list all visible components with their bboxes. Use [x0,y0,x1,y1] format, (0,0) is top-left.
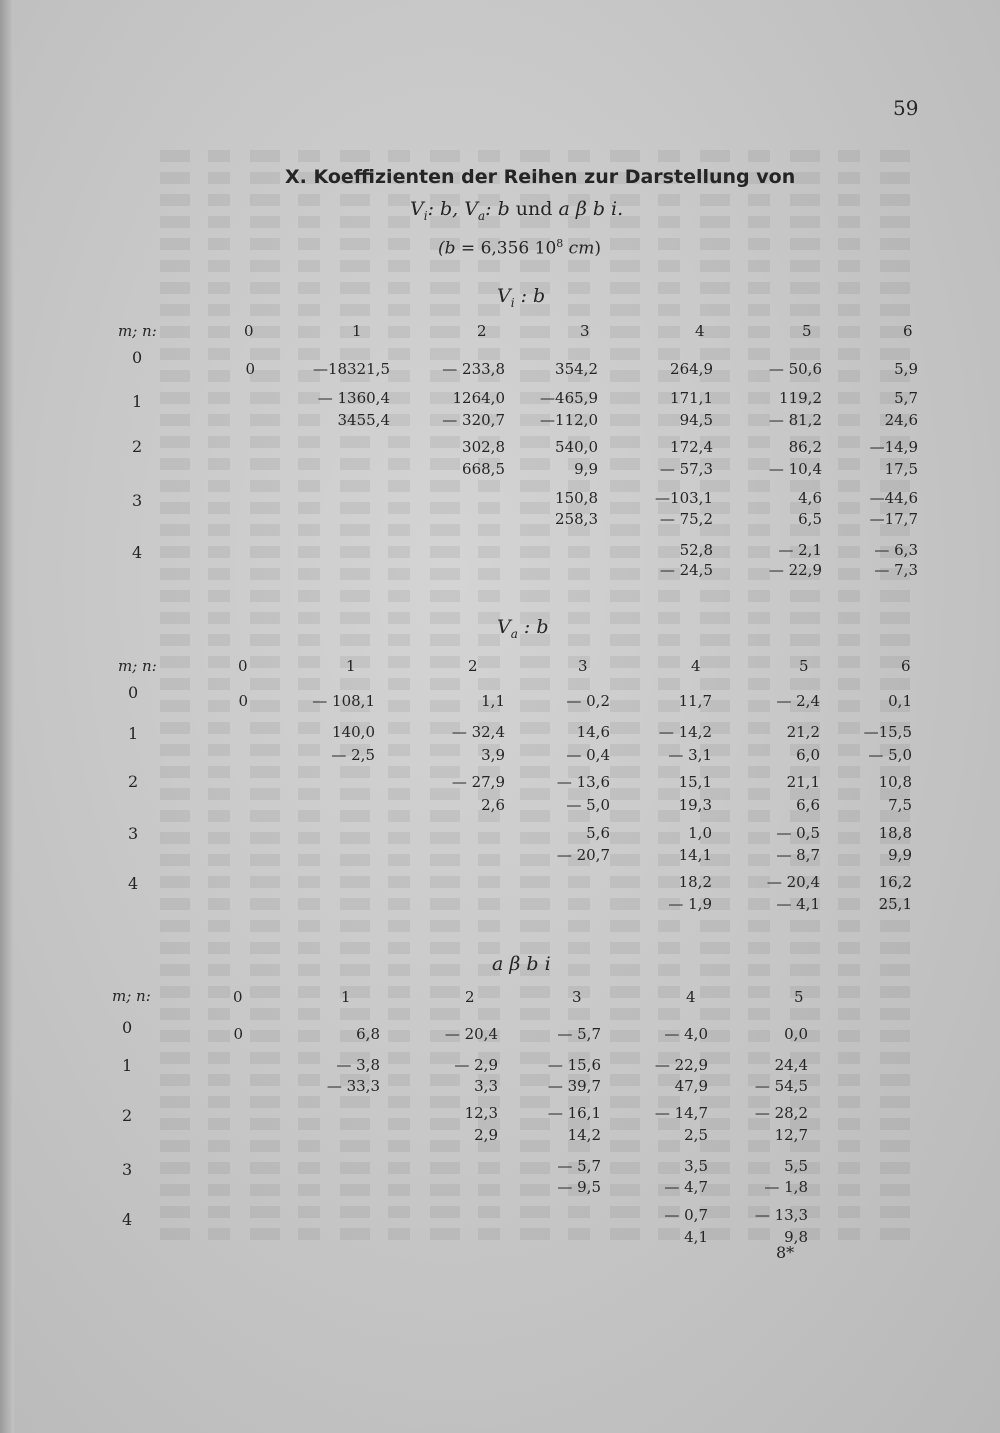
section-heading [492,953,551,975]
column-header: 1 [352,322,362,340]
coefficient-value: — 20,7 [556,846,610,864]
section-heading-subscript: i [510,295,515,310]
row-label: 1 [122,1056,133,1075]
coefficient-value: —14,9 [869,438,918,456]
coefficient-value: 172,4 [670,438,713,456]
coefficient-value: — 5,7 [557,1157,601,1175]
coefficient-value: — 5,0 [566,796,610,814]
coefficient-value: 16,2 [878,873,912,891]
bleed-row [160,348,920,360]
coefficient-value: 6,5 [798,510,822,528]
coefficient-value: — 20,4 [766,873,820,891]
column-header: 4 [691,657,701,675]
coefficient-value: — 14,2 [658,723,712,741]
coefficient-value: — 5,7 [557,1025,601,1043]
coefficient-value: —15,5 [863,723,912,741]
coefficient-value: 6,6 [796,796,820,814]
coefficient-value: 668,5 [462,460,505,478]
section-heading-tail: : b [517,616,549,638]
param-unit: cm [563,238,595,259]
coefficient-value: 0,0 [784,1025,808,1043]
row-label: 1 [132,392,143,411]
coefficient-value: — 22,9 [654,1056,708,1074]
column-header: 3 [580,322,590,340]
coefficient-value: 150,8 [555,489,598,507]
coefficient-value: 4,6 [798,489,822,507]
subtitle-und: und [509,198,559,220]
coefficient-value: 17,5 [884,460,918,478]
coefficient-value: 10,8 [878,773,912,791]
coefficient-value: 3,5 [684,1157,708,1175]
mn-label: m; n: [118,322,157,340]
bleed-row [160,590,920,602]
coefficient-value: — 233,8 [442,360,505,378]
bleed-row [160,986,920,998]
coefficient-value: — 22,9 [768,561,822,579]
coefficient-value: 6,8 [356,1025,380,1043]
coefficient-value: —18321,5 [312,360,390,378]
coefficient-value: — 2,9 [454,1056,498,1074]
column-header: 5 [794,988,804,1006]
coefficient-value: — 0,7 [664,1206,708,1224]
coefficient-value: 25,1 [878,895,912,913]
column-header: 4 [686,988,696,1006]
coefficient-value: — 3,8 [336,1056,380,1074]
coefficient-value: 86,2 [788,438,822,456]
column-header: 0 [238,657,248,675]
coefficient-value: 24,6 [884,411,918,429]
coefficient-value: — 3,1 [668,746,712,764]
coefficient-value: 3,3 [474,1077,498,1095]
row-label: 4 [122,1210,133,1229]
coefficient-value: — 1,8 [764,1178,808,1196]
row-label: 2 [132,437,143,456]
coefficient-value: —112,0 [540,411,598,429]
coefficient-value: — 39,7 [547,1077,601,1095]
coefficient-value: — 13,3 [754,1206,808,1224]
coefficient-value: 7,5 [888,796,912,814]
coefficient-value: 0 [233,1025,243,1043]
column-header: 2 [477,322,487,340]
column-header: 0 [244,322,254,340]
coefficient-value: 12,7 [774,1126,808,1144]
coefficient-value: 18,2 [678,873,712,891]
coefficient-value: 1,0 [688,824,712,842]
bleed-row [160,150,920,162]
coefficient-value: — 4,7 [664,1178,708,1196]
param-open: (b [438,238,456,259]
section-heading-main: V [497,285,511,307]
coefficient-value: — 2,5 [331,746,375,764]
coefficient-value: 3455,4 [337,411,390,429]
page-number: 59 [893,96,919,120]
coefficient-value: 1264,0 [452,389,505,407]
coefficient-value: 15,1 [678,773,712,791]
coefficient-value: 5,5 [784,1157,808,1175]
coefficient-value: 264,9 [670,360,713,378]
subtitle-vb: : b, V [427,198,478,220]
coefficient-value: — 13,6 [556,773,610,791]
subtitle [410,198,623,223]
bleed-row [160,920,920,932]
column-header: 2 [468,657,478,675]
coefficient-value: — 10,4 [768,460,822,478]
coefficient-value: — 28,2 [754,1104,808,1122]
coefficient-value: 0,1 [888,692,912,710]
coefficient-value: — 32,4 [451,723,505,741]
coefficient-value: 19,3 [678,796,712,814]
coefficient-value: 21,2 [786,723,820,741]
coefficient-value: — 81,2 [768,411,822,429]
coefficient-value: —465,9 [540,389,598,407]
coefficient-value: 0 [245,360,255,378]
subtitle-b: : b [485,198,510,220]
section-heading-main: a β b i [492,953,551,975]
coefficient-value: — 2,4 [776,692,820,710]
column-header: 5 [799,657,809,675]
coefficient-value: —44,6 [869,489,918,507]
page-title: X. Koeffizienten der Reihen zur Darstellung von [285,166,796,188]
column-header: 4 [695,322,705,340]
coefficient-value: 302,8 [462,438,505,456]
coefficient-value: 9,9 [574,460,598,478]
coefficient-value: 94,5 [679,411,713,429]
row-label: 3 [128,824,139,843]
coefficient-value: 5,9 [894,360,918,378]
column-header: 6 [901,657,911,675]
coefficient-value: — 24,5 [659,561,713,579]
coefficient-value: — 75,2 [659,510,713,528]
coefficient-value: 119,2 [779,389,822,407]
coefficient-value: — 0,2 [566,692,610,710]
coefficient-value: — 4,1 [776,895,820,913]
subtitle-abbi: a β b i. [558,198,624,220]
coefficient-value: — 54,5 [754,1077,808,1095]
section-heading-tail: : b [514,285,546,307]
coefficient-value: 47,9 [674,1077,708,1095]
coefficient-value: — 1,9 [668,895,712,913]
coefficient-value: — 16,1 [547,1104,601,1122]
row-label: 2 [122,1106,133,1125]
coefficient-value: 2,9 [474,1126,498,1144]
parameter-line [438,237,601,259]
mn-label: m; n: [112,987,151,1005]
row-label: 3 [132,491,143,510]
coefficient-value: 6,0 [796,746,820,764]
subtitle-v: V [410,198,424,220]
coefficient-value: 354,2 [555,360,598,378]
coefficient-value: 540,0 [555,438,598,456]
column-header: 1 [346,657,356,675]
section-heading-subscript: a [510,626,518,641]
coefficient-value: —103,1 [655,489,713,507]
bleed-row [160,260,920,272]
coefficient-value: 9,9 [888,846,912,864]
row-label: 3 [122,1160,133,1179]
column-header: 6 [903,322,913,340]
param-close: ) [594,238,601,259]
coefficient-value: — 320,7 [442,411,505,429]
coefficient-value: 2,5 [684,1126,708,1144]
coefficient-value: — 0,5 [776,824,820,842]
coefficient-value: 12,3 [464,1104,498,1122]
param-value: = 6,356 10 [455,238,557,259]
bleed-row [160,678,920,690]
row-label: 2 [128,772,139,791]
column-header: 1 [341,988,351,1006]
coefficient-value: — 33,3 [326,1077,380,1095]
coefficient-value: 171,1 [670,389,713,407]
coefficient-value: 14,6 [576,723,610,741]
coefficient-value: — 5,0 [868,746,912,764]
coefficient-value: — 4,0 [664,1025,708,1043]
param-exponent: 8 [556,237,564,250]
coefficient-value: 258,3 [555,510,598,528]
section-heading-main: V [497,616,511,638]
coefficient-value: — 7,3 [874,561,918,579]
signature-mark: 8* [776,1243,795,1262]
subtitle-sub-i: i [423,208,428,223]
coefficient-value: — 57,3 [659,460,713,478]
row-label: 4 [128,874,139,893]
section-heading [497,616,549,641]
coefficient-value: 11,7 [678,692,712,710]
bleed-row [160,1008,920,1020]
column-header: 3 [578,657,588,675]
section-heading [497,285,545,310]
coefficient-value: 0 [238,692,248,710]
column-header: 3 [572,988,582,1006]
row-label: 0 [122,1018,133,1037]
coefficient-value: 14,1 [678,846,712,864]
subtitle-sub-a: a [477,208,486,223]
coefficient-value: — 27,9 [451,773,505,791]
coefficient-value: — 6,3 [874,541,918,559]
coefficient-value: 14,2 [567,1126,601,1144]
coefficient-value: 52,8 [679,541,713,559]
row-label: 0 [128,683,139,702]
column-header: 2 [465,988,475,1006]
coefficient-value: 4,1 [684,1228,708,1246]
coefficient-value: — 8,7 [776,846,820,864]
coefficient-value: 1,1 [481,692,505,710]
coefficient-value: 9,8 [784,1228,808,1246]
coefficient-value: — 15,6 [547,1056,601,1074]
column-header: 0 [233,988,243,1006]
row-label: 4 [132,543,143,562]
coefficient-value: 5,7 [894,389,918,407]
coefficient-value: — 20,4 [444,1025,498,1043]
coefficient-value: — 2,1 [778,541,822,559]
coefficient-value: 24,4 [774,1056,808,1074]
coefficient-value: 3,9 [481,746,505,764]
column-header: 5 [802,322,812,340]
coefficient-value: — 9,5 [557,1178,601,1196]
coefficient-value: 18,8 [878,824,912,842]
coefficient-value: 140,0 [332,723,375,741]
coefficient-value: — 108,1 [312,692,375,710]
coefficient-value: — 14,7 [654,1104,708,1122]
row-label: 0 [132,348,143,367]
coefficient-value: 5,6 [586,824,610,842]
mn-label: m; n: [118,657,157,675]
coefficient-value: —17,7 [869,510,918,528]
row-label: 1 [128,724,139,743]
coefficient-value: — 1360,4 [317,389,390,407]
coefficient-value: 21,1 [786,773,820,791]
coefficient-value: — 0,4 [566,746,610,764]
coefficient-value: 2,6 [481,796,505,814]
coefficient-value: — 50,6 [768,360,822,378]
